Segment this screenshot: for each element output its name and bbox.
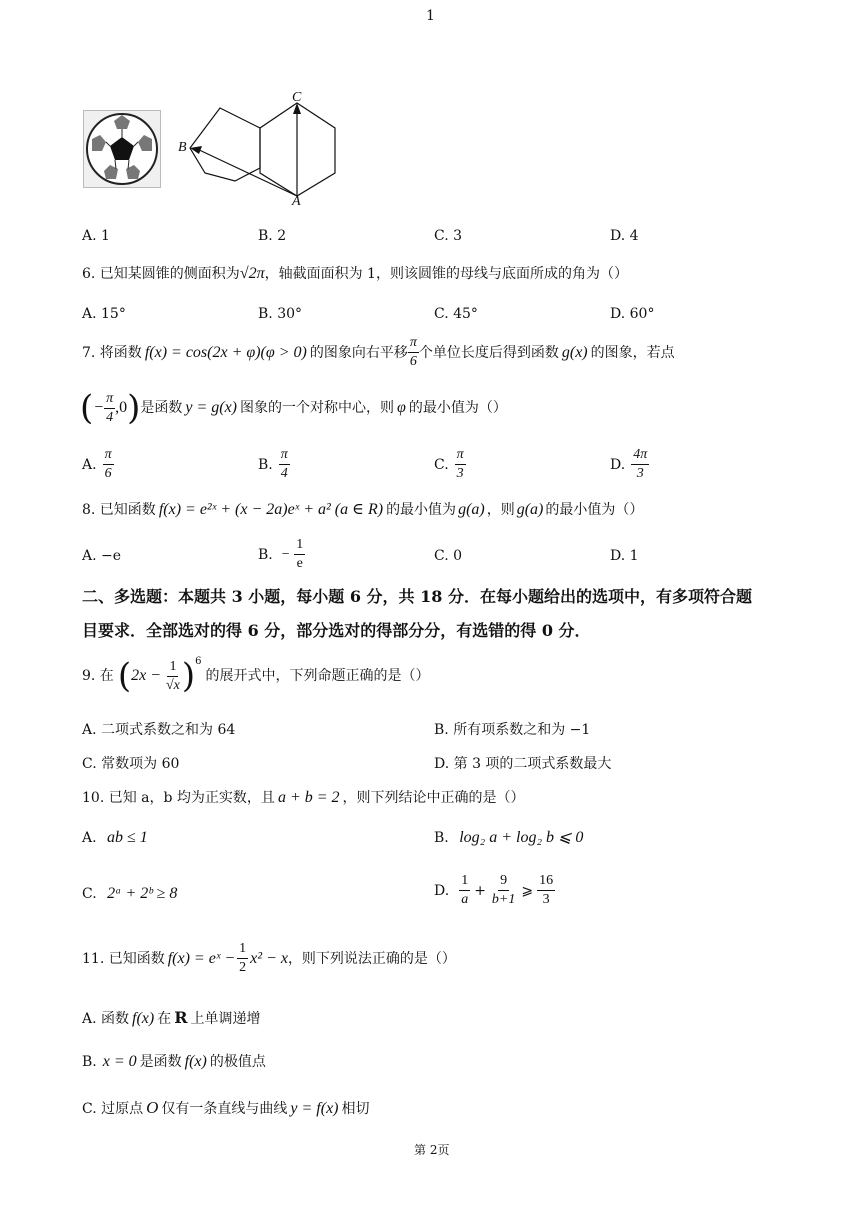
q7-line2-end: 的最小值为（）: [408, 400, 507, 416]
page-number-top: 1: [426, 8, 435, 24]
q7-option-d: D. $\frac{4\pi}{3}$: [610, 447, 648, 481]
q11-option-c: C. 过原点 O 仅有一条直线与曲线 y = f(x) 相切: [82, 1098, 370, 1117]
q10-option-b: B. log₂ a + log₂ b ⩽ 0: [434, 829, 584, 846]
q7-line2-func: y = g(x): [185, 399, 237, 416]
q9-option-d: D. 第 3 项的二项式系数最大: [434, 756, 612, 772]
q9-option-c: C. 常数项为 60: [82, 756, 180, 772]
pentagon-shape: [190, 108, 260, 181]
point-label-a: A: [292, 194, 301, 209]
q9-fraction: $\frac{1}{√x}$: [165, 658, 180, 693]
q5-option-c: C. 3: [434, 228, 463, 244]
q7-stem-line1: [82, 334, 675, 371]
q6-stem: [82, 264, 628, 284]
q6-stem-value: √2π: [239, 265, 265, 282]
q8-option-c: C. 0: [434, 548, 463, 564]
q7-stem-end: 的图象，若点: [590, 344, 675, 361]
q7-shift-fraction: $\frac{\pi}{6}$: [409, 335, 417, 369]
q7-option-a: A. $\frac{\pi}{6}$: [82, 447, 112, 481]
q8-option-a: A. −e: [82, 548, 122, 564]
soccer-ball-icon: [84, 111, 160, 187]
q7-stem-prefix: 7. 将函数: [82, 344, 142, 361]
q9-option-a: A. 二项式系数之和为 64: [82, 722, 236, 738]
q10-option-a: A. ab ≤ 1: [82, 829, 148, 846]
q9-option-b: B. 所有项系数之和为 −1: [434, 722, 591, 738]
q11-option-a: A. 函数 f(x) 在 R 上单调递增: [82, 1008, 261, 1027]
q7-line2-text: 是函数: [140, 400, 183, 416]
q6-option-a: A. 15°: [82, 306, 126, 322]
section-heading-line2: 目要求．全部选对的得 6 分，部分选对的得部分分，有选错的得 0 分．: [82, 621, 591, 640]
q5-option-d: D. 4: [610, 228, 639, 244]
q9-stem: 9. 在 ( 2x − $\frac{1}{√x}$ ) 6 的展开式中，下列命题正确的是（）: [82, 656, 430, 696]
q6-option-c: C. 45°: [434, 306, 478, 322]
q7-stem-func: f(x) = cos(2x + φ)(φ > 0): [144, 343, 307, 361]
q7-stem-g: g(x): [561, 343, 588, 361]
q8-stem-mid: 的最小值为: [386, 502, 457, 518]
q6-option-d: D. 60°: [610, 306, 655, 322]
q7-point-fraction: $\frac{\pi}{4}$: [106, 390, 114, 425]
q10-stem: 10. 已知 a，b 均为正实数，且 a + b = 2 ，则下列结论中正确的是（）: [82, 789, 525, 806]
soccer-ball-image: [83, 110, 161, 188]
q10-option-c: C. 2ᵃ + 2ᵇ ≥ 8: [82, 885, 178, 902]
point-label-b: B: [178, 140, 187, 155]
q8-option-b: B. − $\frac{1}{e}$: [258, 537, 304, 571]
q7-line2-phi: φ: [397, 399, 406, 416]
q7-option-c: C. $\frac{\pi}{3}$: [434, 447, 464, 481]
q8-stem-func: f(x) = e²ˣ + (x − 2a)eˣ + a² (a ∈ R): [158, 501, 384, 518]
q10-option-d: D. $\frac{1}{a}$ + $\frac{9}{b+1}$ ⩾ $\frac{16}{3}$: [434, 873, 554, 907]
q7-line2-tail: 图象的一个对称中心，则: [240, 400, 394, 416]
section-heading-line1: 二、多选题：本题共 3 小题，每小题 6 分，共 18 分．在每小题给出的选项中，有多项符合题: [82, 587, 752, 606]
q7-stem-line2: ( − $\frac{\pi}{4}$ ,0 ) 是函数 y = g(x) 图象的一个对称中心，则 φ 的最小值为（）: [80, 388, 507, 428]
q11-option-b: B. x = 0 是函数 f(x) 的极值点: [82, 1053, 266, 1070]
q7-stem-mid: 的图象向右平移: [309, 344, 408, 361]
page-footer: 第 2页: [414, 1143, 450, 1157]
q11-stem: 11. 已知函数 f(x) = eˣ − $\frac{1}{2}$ x² − x ，则下列说法正确的是（）: [82, 941, 456, 975]
q7-option-b: B. $\frac{\pi}{4}$: [258, 447, 288, 481]
q8-stem-prefix: 8. 已知函数: [82, 502, 156, 518]
q6-stem-suffix: ，轴截面面积为 1，则该圆锥的母线与底面所成的角为（）: [264, 266, 628, 282]
point-label-c: C: [292, 90, 302, 105]
q8-stem: 8. 已知函数 f(x) = e²ˣ + (x − 2a)eˣ + a² (a ∈ R) 的最小值为 g(a) ，则 g(a) 的最小值为（）: [82, 501, 644, 518]
q8-option-d: D. 1: [610, 548, 639, 564]
vector-ab: [195, 148, 297, 196]
q5-option-a: A. 1: [82, 228, 110, 244]
q5-option-b: B. 2: [258, 228, 287, 244]
q6-option-b: B. 30°: [258, 306, 303, 322]
q6-stem-prefix: 6. 已知某圆锥的侧面积为: [82, 266, 240, 282]
q7-stem-after-shift: 个单位长度后得到函数: [418, 344, 559, 361]
geometry-diagram: [175, 88, 345, 213]
